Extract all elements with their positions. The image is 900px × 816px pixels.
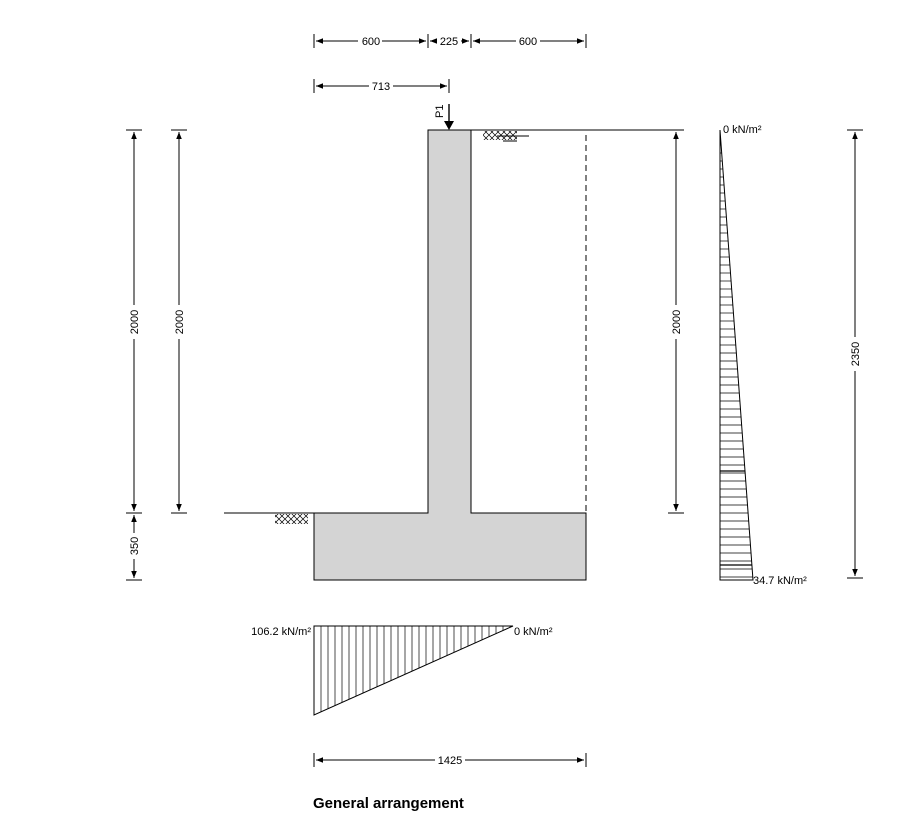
- right-stem-dimension: [668, 130, 684, 513]
- front-ground: [224, 513, 314, 524]
- left-inner-dimension: [171, 130, 187, 513]
- dim-stem-width: 225: [439, 36, 459, 48]
- lateral-pressure-bottom: 34.7 kN/m²: [753, 575, 807, 587]
- load-label: P1: [434, 104, 446, 118]
- right-total-dimension: [847, 130, 863, 578]
- load-arrow-icon: [444, 121, 454, 130]
- retaining-wall: [314, 130, 586, 580]
- dim-toe-width: 600: [518, 36, 538, 48]
- dim-left-base-depth: 350: [129, 536, 141, 556]
- retained-ground: [471, 130, 684, 512]
- lateral-pressure-top: 0 kN/m²: [723, 124, 762, 136]
- drawing-title: General arrangement: [313, 795, 464, 812]
- dim-left-retained-height: 2000: [129, 309, 141, 335]
- dim-load-offset: 713: [371, 81, 391, 93]
- base-pressure-hatch: [321, 626, 510, 712]
- base-pressure-left: 106.2 kN/m²: [251, 626, 311, 638]
- dim-right-total-height: 2350: [850, 341, 862, 367]
- dim-base-length: 1425: [437, 755, 463, 767]
- dim-left-total-height: 2000: [174, 309, 186, 335]
- top-dimension-row: [314, 34, 586, 48]
- dim-right-stem-height: 2000: [671, 309, 683, 335]
- left-outer-dimension: [126, 130, 142, 580]
- lateral-pressure-diagram: [720, 124, 807, 587]
- base-pressure-diagram: [251, 626, 553, 715]
- point-load-p1: [434, 104, 454, 130]
- dim-heel-width: 600: [361, 36, 381, 48]
- load-offset-dimension: [314, 79, 449, 93]
- base-pressure-right: 0 kN/m²: [514, 626, 553, 638]
- base-length-dimension: [314, 753, 586, 767]
